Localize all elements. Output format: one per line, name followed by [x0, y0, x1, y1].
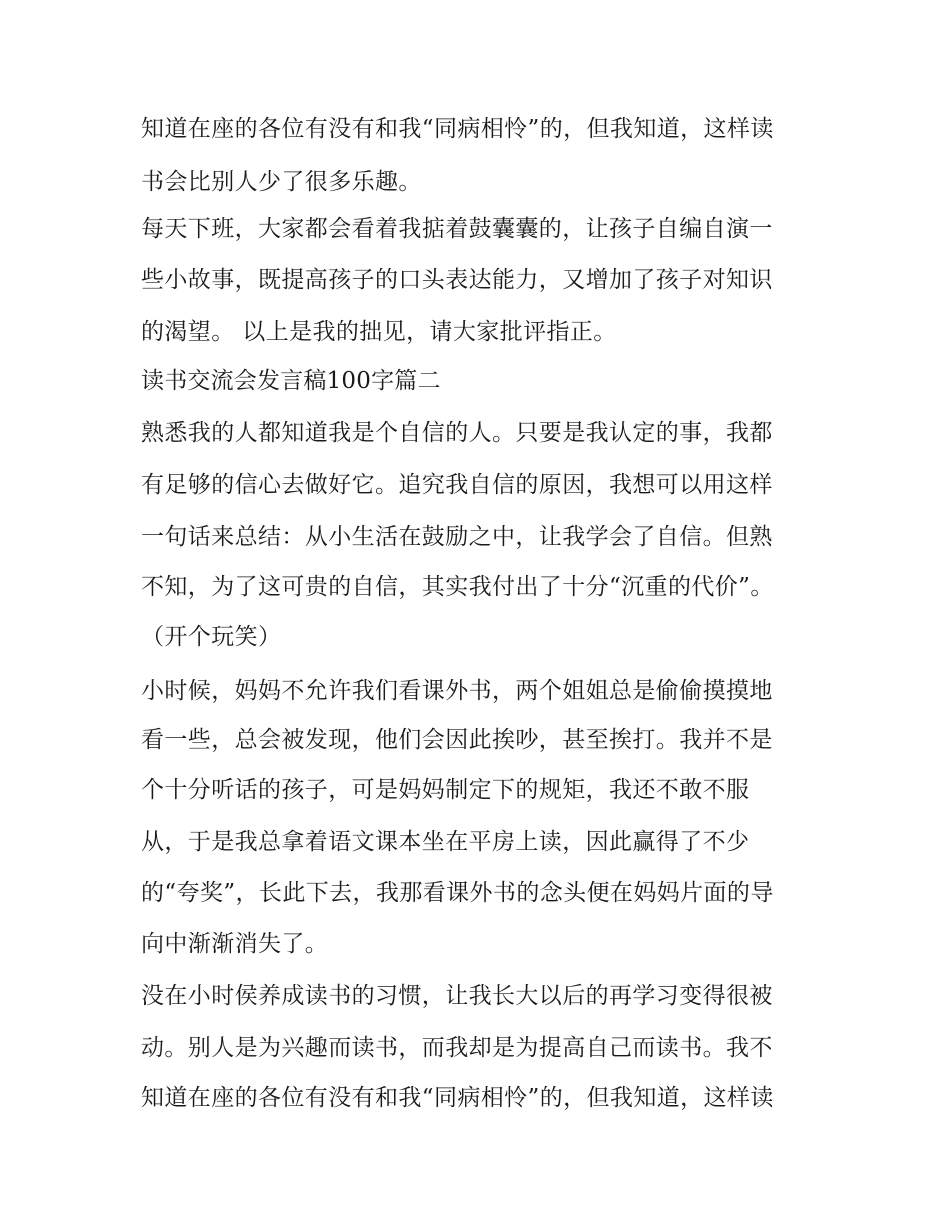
paragraph-line: 向中渐渐消失了。 — [141, 931, 329, 957]
paragraph-line: 的渴望。 以上是我的拙见，请大家批评指正。 — [141, 319, 617, 345]
paragraph-line: 些小故事，既提高孩子的口头表达能力，又增加了孩子对知识 — [141, 267, 773, 293]
paragraph-line: 知道在座的各位有没有和我“同病相怜”的，但我知道，这样读 — [141, 1085, 774, 1111]
paragraph-line: 一句话来总结：从小生活在鼓励之中，让我学会了自信。但熟 — [141, 524, 773, 550]
paragraph-line: 个十分听话的孩子，可是妈妈制定下的规矩，我还不敢不服 — [141, 777, 750, 803]
paragraph-line: 有足够的信心去做好它。追究我自信的原因，我想可以用这样 — [141, 472, 773, 498]
paragraph-line: 没在小时侯养成读书的习惯，让我长大以后的再学习变得很被 — [141, 983, 773, 1009]
paragraph-line: 从，于是我总拿着语文课本坐在平房上读，因此赢得了不少 — [141, 829, 750, 855]
paragraph-line: 书会比别人少了很多乐趣。 — [141, 169, 422, 195]
paragraph-line: 看一些，总会被发现，他们会因此挨吵，甚至挨打。我并不是 — [141, 727, 773, 753]
paragraph-line: 不知，为了这可贵的自信，其实我付出了十分“沉重的代价”。 — [141, 574, 774, 600]
paragraph-line: 动。别人是为兴趣而读书，而我却是为提高自己而读书。我不 — [141, 1035, 773, 1061]
paragraph-line: 小时候，妈妈不允许我们看课外书，两个姐姐总是偷偷摸摸地 — [141, 678, 773, 704]
paragraph-line: 熟悉我的人都知道我是个自信的人。只要是我认定的事，我都 — [141, 420, 773, 446]
paragraph-line: （开个玩笑） — [141, 624, 282, 650]
section-heading: 读书交流会发言稿100字篇二 — [141, 368, 441, 394]
paragraph-line: 每天下班，大家都会看着我掂着鼓囊囊的，让孩子自编自演一 — [141, 216, 773, 242]
paragraph-line: 知道在座的各位有没有和我“同病相怜”的，但我知道，这样读 — [141, 116, 774, 142]
paragraph-line: 的“夸奖”，长此下去，我那看课外书的念头便在妈妈片面的导 — [141, 880, 774, 906]
